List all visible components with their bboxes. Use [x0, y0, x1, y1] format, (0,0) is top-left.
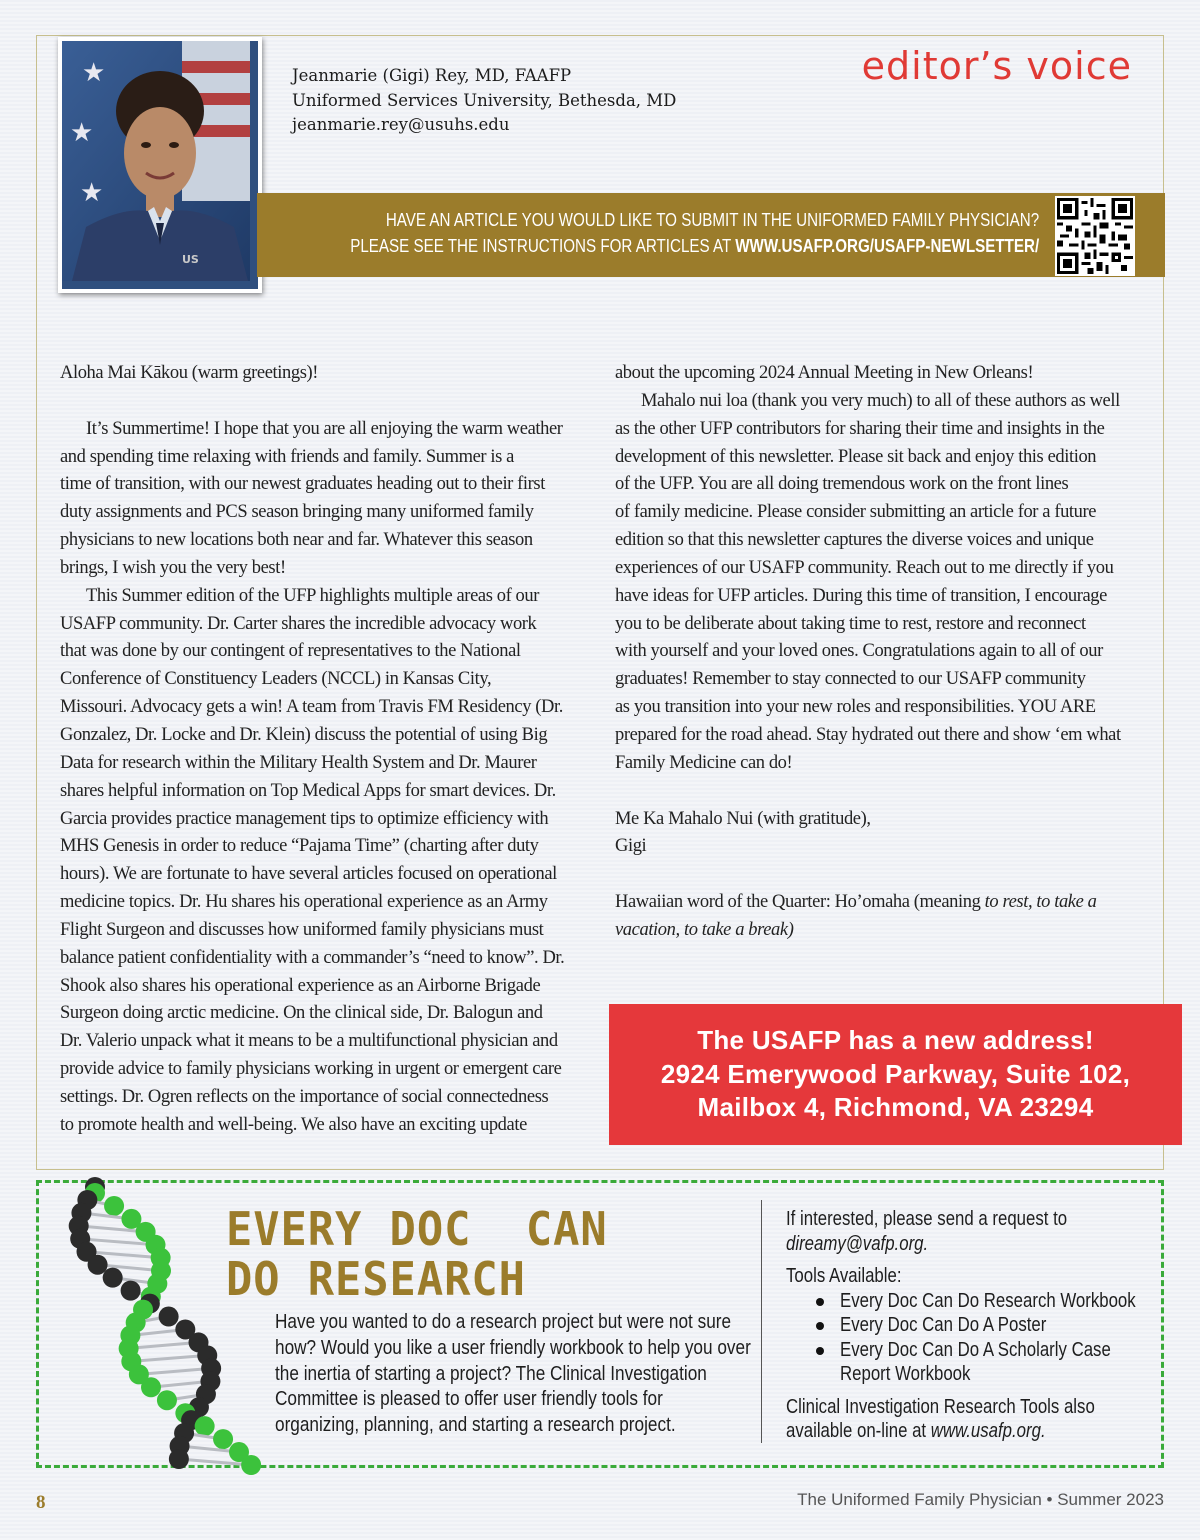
tool-item: [786, 1338, 1156, 1387]
bullet-icon: [816, 1298, 824, 1306]
dna-ball-dark: [121, 1281, 141, 1301]
banner-url-link[interactable]: WWW.USAFP.ORG/USAFP-NEWLSETTER/: [735, 235, 1039, 256]
footer-publication: The Uniformed Family Physician • Summer 2023: [797, 1490, 1164, 1509]
online-url-link[interactable]: www.usafp.org.: [930, 1420, 1046, 1442]
text-line: USAFP community. Dr. Carter shares the incredible advocacy work: [60, 613, 537, 634]
text-line: provide advice to family physicians working in urgent or emergent care: [60, 1059, 562, 1080]
text-line: Flight Surgeon and discusses how uniformed family physicians must: [60, 919, 544, 940]
text-line: Missouri. Advocacy gets a win! A team from Travis FM Residency (Dr.: [60, 697, 563, 718]
svg-text:★: ★: [80, 178, 104, 208]
text-line: and spending time relaxing with friends and family. Summer is a: [60, 446, 514, 467]
text-line: edition so that this newsletter captures the diverse voices and unique: [615, 530, 1094, 551]
dna-ball-green: [157, 1390, 177, 1410]
article-column-left: [60, 360, 596, 1140]
word-of-quarter-line-1: [615, 889, 1155, 917]
online-line-2: [786, 1419, 1097, 1444]
text-line: Mahalo nui loa (thank you very much) to all of these authors as well: [641, 390, 1120, 411]
text-line: duty assignments and PCS season bringing many uniformed family: [60, 502, 534, 523]
text-line: Data for research within the Military Health System and Dr. Maurer: [60, 752, 537, 773]
research-body-line: the inertia of starting a project? The Clinical Investigation: [275, 1362, 707, 1385]
blank-line: [60, 388, 596, 416]
text-line: brings, I wish you the very best!: [60, 557, 286, 578]
dna-ball-green: [141, 1377, 161, 1397]
word-of-quarter-prefix: Hawaiian word of the Quarter: Ho’omaha (meaning: [615, 892, 985, 913]
text-line: experiences of our USAFP community. Reach out to me directly if you: [615, 557, 1114, 578]
article-column-right: [615, 360, 1155, 945]
banner-line-1: HAVE AN ARTICLE YOU WOULD LIKE TO SUBMIT IN THE UNIFORMED FAMILY PHYSICIAN?: [385, 209, 1039, 230]
tool-item: [786, 1313, 1156, 1338]
text-line: prepared for the road ahead. Stay hydrated out there and show ‘em what: [615, 724, 1121, 745]
author-name: Jeanmarie (Gigi) Rey, MD, FAAFP: [292, 66, 572, 85]
request-line: If interested, please send a request to: [786, 1208, 1068, 1230]
text-line: medicine topics. Dr. Hu shares his operational experience as an Army: [60, 892, 548, 913]
text-line: time of transition, with our newest graduates heading out to their first: [60, 474, 545, 495]
text-line: as you transition into your new roles and responsibilities. YOU ARE: [615, 697, 1096, 718]
text-line: of the UFP. You are all doing tremendous work on the front lines: [615, 474, 1069, 495]
research-body-line: how? Would you like a user friendly workbook to help you over: [275, 1336, 751, 1359]
dna-ball-green: [241, 1455, 261, 1475]
dna-ball-dark: [103, 1268, 123, 1288]
word-of-quarter-meaning-cont: vacation, to take a break): [615, 919, 794, 940]
research-description: [275, 1310, 755, 1439]
research-divider: [761, 1200, 762, 1443]
banner-line-2-prefix: PLEASE SEE THE INSTRUCTIONS FOR ARTICLES AT: [350, 235, 736, 256]
text-line: development of this newsletter. Please sit back and enjoy this edition: [615, 446, 1097, 467]
dna-ball-dark: [159, 1307, 179, 1327]
address-city: Mailbox 4, Richmond, VA 23294: [697, 1092, 1094, 1122]
blank-line: [615, 861, 1155, 889]
text-line: Conference of Constituency Leaders (NCCL) in Kansas City,: [60, 669, 492, 690]
submission-banner: [257, 193, 1165, 277]
text-line: that was done by our contingent of representatives to the National: [60, 641, 521, 662]
tool-item-label: Every Doc Can Do A Scholarly Case: [840, 1338, 1111, 1361]
page-number: 8: [36, 1492, 46, 1513]
research-body-line: organizing, planning, and starting a research project.: [275, 1414, 676, 1437]
tool-item-label: Every Doc Can Do A Poster: [840, 1314, 1047, 1336]
dna-rung: [129, 1342, 199, 1348]
bullet-icon: [816, 1322, 824, 1330]
text-line: with yourself and your loved ones. Congratulations again to all of our: [615, 641, 1103, 662]
word-of-quarter-line-2: [615, 917, 1155, 945]
text-line: settings. Dr. Ogren reflects on the importance of social connectedness: [60, 1086, 549, 1107]
dna-rung: [139, 1368, 211, 1374]
text-line: This Summer edition of the UFP highlights multiple areas of our: [86, 585, 540, 606]
new-address-box: [609, 1004, 1182, 1145]
text-line: Dr. Valerio unpack what it means to be a multifunctional physician and: [60, 1031, 558, 1052]
tool-item: [786, 1289, 1156, 1314]
tool-item-label: Report Workbook: [840, 1363, 971, 1385]
research-body-line: Have you wanted to do a research project but were not sure: [275, 1311, 732, 1333]
uniform-us-insignia: US: [182, 253, 199, 266]
research-title-line-1: EVERY DOC CAN: [226, 1202, 608, 1256]
text-line: as the other UFP contributors for sharing their time and insights in the: [615, 418, 1105, 439]
text-line: Garcia provides practice management tips to optimize efficiency with: [60, 808, 549, 829]
author-affiliation: Uniformed Services University, Bethesda, MD: [292, 90, 677, 110]
text-line: Gonzalez, Dr. Locke and Dr. Klein) discuss the potential of using Big: [60, 724, 548, 745]
author-info: [292, 64, 676, 138]
research-body-line: Committee is pleased to offer user friendly tools for: [275, 1388, 663, 1411]
dna-ball-green: [195, 1416, 215, 1436]
research-title-line-2: DO RESEARCH: [226, 1252, 526, 1306]
tools-heading: Tools Available:: [786, 1265, 902, 1287]
text-line: about the upcoming 2024 Annual Meeting in New Orleans!: [615, 363, 1034, 383]
text-line: Family Medicine can do!: [615, 752, 793, 773]
banner-text: [350, 207, 1039, 259]
tool-item-label: Every Doc Can Do Research Workbook: [840, 1289, 1136, 1312]
dna-ball-green: [213, 1429, 233, 1449]
text-line: Aloha Mai Kākou (warm greetings)!: [60, 363, 319, 383]
blank-line: [615, 778, 1155, 806]
text-line: graduates! Remember to stay connected to our USAFP community: [615, 669, 1086, 690]
text-line: you to be deliberate about taking time to rest, restore and reconnect: [615, 613, 1086, 634]
text-line: Surgeon doing arctic medicine. On the clinical side, Dr. Balogun and: [60, 1003, 543, 1024]
svg-text:★: ★: [82, 58, 106, 88]
svg-text:★: ★: [70, 118, 94, 148]
qr-code-icon[interactable]: [1055, 196, 1135, 276]
text-line: hours). We are fortunate to have several articles focused on operational: [60, 864, 557, 885]
text-line: Gigi: [615, 836, 647, 857]
text-line: Shook also shares his operational experience as an Airborne Brigade: [60, 975, 541, 996]
text-line: shares helpful information on Top Medical Apps for smart devices. Dr.: [60, 780, 556, 801]
word-of-quarter-meaning: to rest, to take a: [984, 892, 1097, 913]
banner-line-2: [350, 233, 1039, 259]
text-line: It’s Summertime! I hope that you are all enjoying the warm weather: [86, 418, 563, 439]
tools-list: [786, 1289, 1156, 1387]
research-tools-panel: [786, 1207, 1156, 1444]
text-line: of family medicine. Please consider submitting an article for a future: [615, 502, 1097, 523]
address-headline: The USAFP has a new address!: [697, 1025, 1094, 1055]
online-line-1: Clinical Investigation Research Tools also: [786, 1395, 1095, 1418]
author-email[interactable]: jeanmarie.rey@usuhs.edu: [292, 115, 510, 134]
text-line: balance patient confidentiality with a commander’s “need to know”. Dr.: [60, 947, 565, 968]
text-line: have ideas for UFP articles. During this time of transition, I encourage: [615, 585, 1107, 606]
request-email-link[interactable]: direamy@vafp.org.: [786, 1232, 929, 1255]
text-line: MHS Genesis in order to reduce “Pajama Time” (charting after duty: [60, 836, 539, 857]
text-line: physicians to new locations both near and far. Whatever this season: [60, 530, 533, 551]
dna-ball-dark: [169, 1449, 189, 1469]
research-title: [226, 1204, 608, 1304]
bullet-icon: [816, 1347, 824, 1355]
dna-rung: [131, 1355, 207, 1361]
dna-ball-dark: [88, 1255, 108, 1275]
section-title: editor’s voice: [861, 44, 1132, 88]
author-photo: [58, 37, 262, 293]
dna-ball-green: [104, 1196, 124, 1216]
text-line: to promote health and well-being. We also have an exciting update: [60, 1114, 527, 1135]
text-line: Me Ka Mahalo Nui (with gratitude),: [615, 808, 871, 829]
address-street: 2924 Emerywood Parkway, Suite 102,: [660, 1058, 1131, 1089]
online-prefix: available on-line at: [786, 1420, 931, 1442]
